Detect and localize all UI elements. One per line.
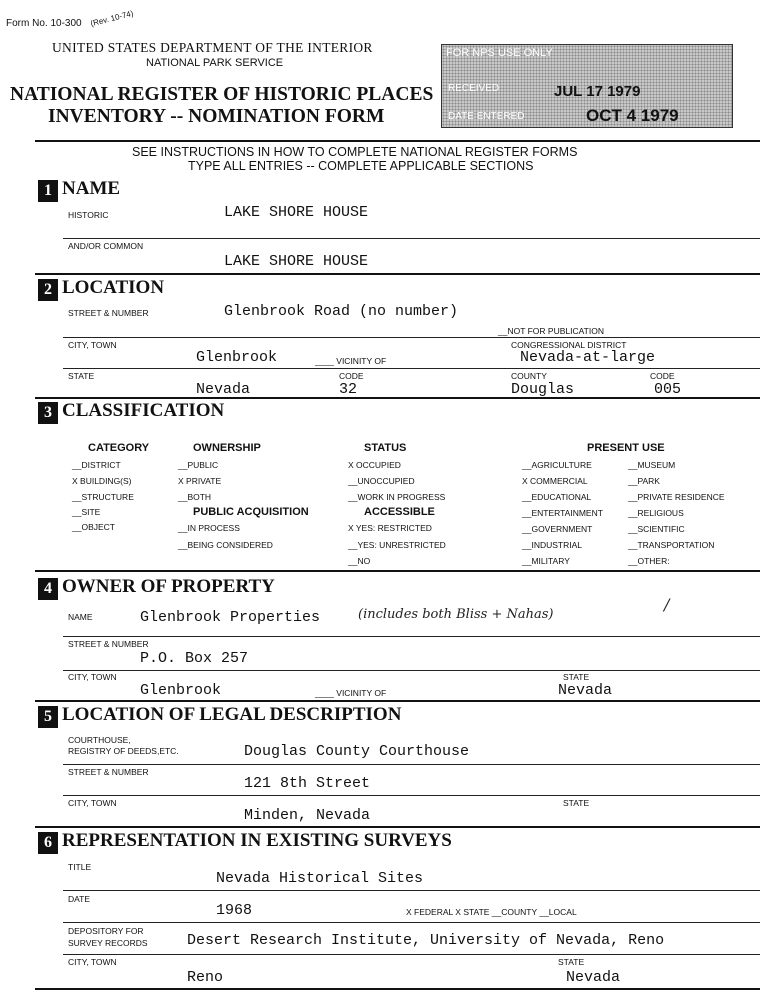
checkbox-item[interactable]: __SCIENTIFIC [628, 524, 685, 534]
checkbox-item[interactable]: __OTHER: [628, 556, 670, 566]
state-label: STATE [558, 957, 585, 967]
survey-levels[interactable]: X FEDERAL X STATE __COUNTY __LOCAL [406, 907, 577, 917]
checkbox-item[interactable]: __DISTRICT [72, 460, 121, 470]
checkbox-item[interactable]: X COMMERCIAL [522, 476, 588, 486]
field-rule [63, 922, 760, 923]
date-entered-stamp: OCT 4 1979 [586, 106, 679, 125]
owner-name-label: NAME [68, 612, 93, 622]
checkbox-item[interactable]: __PRIVATE RESIDENCE [628, 492, 725, 502]
section-title: NAME [62, 178, 121, 199]
street-value: P.O. Box 257 [140, 650, 249, 667]
county-label: COUNTY [511, 371, 547, 381]
checkbox-item[interactable]: __IN PROCESS [178, 523, 240, 533]
field-rule [63, 890, 760, 891]
section-rule [35, 826, 760, 828]
handwritten-mark: / [664, 595, 670, 614]
courthouse-value: Douglas County Courthouse [244, 743, 470, 760]
field-rule [63, 795, 760, 796]
depository-value: Desert Research Institute, University of Nevada, Reno [187, 932, 665, 949]
code-label: CODE [650, 371, 675, 381]
checkbox-item[interactable]: __MILITARY [522, 556, 570, 566]
date-label: DATE [68, 894, 91, 904]
section-number: 3 [38, 402, 58, 424]
state-code-value: 32 [339, 381, 358, 398]
received-date-stamp: JUL 17 1979 [554, 83, 641, 100]
state-label: STATE [68, 371, 95, 381]
city-value: Minden, Nevada [244, 807, 371, 824]
instructions-line2: TYPE ALL ENTRIES -- COMPLETE APPLICABLE SECTIONS [188, 159, 534, 173]
checkbox-item[interactable]: X OCCUPIED [348, 460, 401, 470]
street-value: Glenbrook Road (no number) [224, 303, 459, 320]
checkbox-item[interactable]: __YES: UNRESTRICTED [348, 540, 446, 550]
checkbox-item[interactable]: __NO [348, 556, 371, 566]
survey-title-value: Nevada Historical Sites [216, 870, 424, 887]
county-value: Douglas [511, 381, 575, 398]
form-revision: (Rev. 10-74) [89, 8, 135, 29]
historic-label: HISTORIC [68, 210, 109, 220]
congressional-label: CONGRESSIONAL DISTRICT [511, 340, 627, 350]
city-value: Glenbrook [196, 349, 278, 366]
date-value: 1968 [216, 902, 253, 919]
city-label: CITY, TOWN [68, 957, 117, 967]
checkbox-item[interactable]: __RELIGIOUS [628, 508, 684, 518]
category-heading: CATEGORY [88, 442, 150, 454]
section-rule [35, 397, 760, 399]
checkbox-item[interactable]: __STRUCTURE [72, 492, 134, 502]
form-title-line1: NATIONAL REGISTER OF HISTORIC PLACES [10, 84, 434, 105]
status-heading: STATUS [364, 442, 407, 454]
street-label: STREET & NUMBER [68, 639, 149, 649]
service-name: NATIONAL PARK SERVICE [146, 57, 284, 69]
field-rule [63, 764, 760, 765]
checkbox-item[interactable]: __INDUSTRIAL [522, 540, 582, 550]
code-label: CODE [339, 371, 364, 381]
section-title: LOCATION [62, 277, 165, 298]
survey-records-label: SURVEY RECORDS [68, 938, 148, 948]
state-label: STATE [563, 798, 590, 808]
form-number: Form No. 10-300 [6, 18, 82, 29]
city-value: Glenbrook [140, 682, 222, 699]
survey-title-label: TITLE [68, 862, 92, 872]
checkbox-item[interactable]: __UNOCCUPIED [348, 476, 415, 486]
handwritten-note: (includes both Bliss + Nahas) [358, 607, 554, 622]
city-value: Reno [187, 969, 224, 986]
checkbox-item[interactable]: __WORK IN PROGRESS [348, 492, 446, 502]
accessible-heading: ACCESSIBLE [364, 506, 435, 518]
checkbox-item[interactable]: __GOVERNMENT [522, 524, 593, 534]
received-label: RECEIVED [448, 83, 500, 94]
nps-use-label: FOR NPS USE ONLY [446, 47, 553, 59]
ownership-heading: OWNERSHIP [193, 442, 261, 454]
field-rule [63, 238, 760, 239]
present-use-heading: PRESENT USE [587, 442, 665, 454]
depository-label: DEPOSITORY FOR [68, 926, 144, 936]
county-code-value: 005 [654, 381, 682, 398]
state-label: STATE [563, 672, 590, 682]
acquisition-heading: PUBLIC ACQUISITION [193, 506, 309, 518]
state-value: Nevada [566, 969, 621, 986]
checkbox-item[interactable]: __TRANSPORTATION [628, 540, 715, 550]
section-number: 1 [38, 180, 58, 202]
state-value: Nevada [558, 682, 613, 699]
vicinity-label: ____ VICINITY OF [315, 688, 387, 698]
street-label: STREET & NUMBER [68, 308, 149, 318]
section-title: OWNER OF PROPERTY [62, 576, 275, 597]
city-label: CITY, TOWN [68, 340, 117, 350]
historic-name: LAKE SHORE HOUSE [224, 204, 369, 221]
state-value: Nevada [196, 381, 251, 398]
checkbox-item[interactable]: __SITE [72, 507, 101, 517]
instructions-line1: SEE INSTRUCTIONS IN HOW TO COMPLETE NATIONAL REGISTER FORMS [132, 145, 578, 159]
checkbox-item[interactable]: X PRIVATE [178, 476, 222, 486]
registry-label: REGISTRY OF DEEDS,ETC. [68, 746, 179, 756]
field-rule [63, 337, 760, 338]
field-rule [63, 636, 760, 637]
section-number: 5 [38, 706, 58, 728]
section-title: LOCATION OF LEGAL DESCRIPTION [62, 704, 402, 725]
section-rule [35, 700, 760, 702]
checkbox-item[interactable]: __EDUCATIONAL [522, 492, 592, 502]
checkbox-item[interactable]: __BOTH [178, 492, 212, 502]
checkbox-item[interactable]: __ENTERTAINMENT [522, 508, 603, 518]
field-rule [63, 368, 760, 369]
not-for-publication: __NOT FOR PUBLICATION [498, 326, 604, 336]
congressional-value: Nevada-at-large [520, 349, 656, 366]
section-rule [35, 988, 760, 990]
street-label: STREET & NUMBER [68, 767, 149, 777]
checkbox-item[interactable]: X YES: RESTRICTED [348, 523, 432, 533]
city-label: CITY, TOWN [68, 672, 117, 682]
section-title: CLASSIFICATION [62, 400, 225, 421]
checkbox-item[interactable]: __MUSEUM [628, 460, 676, 470]
vicinity-label: ____ VICINITY OF [315, 356, 387, 366]
checkbox-item[interactable]: __PUBLIC [178, 460, 219, 470]
field-rule [63, 670, 760, 671]
department-name: UNITED STATES DEPARTMENT OF THE INTERIOR [52, 40, 373, 55]
section-number: 4 [38, 578, 58, 600]
nps-use-box [441, 44, 733, 128]
common-label: AND/OR COMMON [68, 241, 144, 251]
common-name: LAKE SHORE HOUSE [224, 253, 369, 270]
checkbox-item[interactable]: __PARK [628, 476, 660, 486]
owner-name-value: Glenbrook Properties [140, 609, 321, 626]
date-entered-label: DATE ENTERED [448, 111, 525, 122]
city-label: CITY, TOWN [68, 798, 117, 808]
checkbox-item[interactable]: X BUILDING(S) [72, 476, 132, 486]
section-title: REPRESENTATION IN EXISTING SURVEYS [62, 830, 452, 851]
checkbox-item[interactable]: __BEING CONSIDERED [178, 540, 273, 550]
courthouse-label: COURTHOUSE, [68, 735, 131, 745]
section-rule [35, 570, 760, 572]
section-number: 6 [38, 832, 58, 854]
field-rule [63, 954, 760, 955]
form-title-line2: INVENTORY -- NOMINATION FORM [48, 106, 385, 127]
checkbox-item[interactable]: __OBJECT [72, 522, 115, 532]
street-value: 121 8th Street [244, 775, 371, 792]
header-rule [35, 140, 760, 142]
section-rule [35, 273, 760, 275]
checkbox-item[interactable]: __AGRICULTURE [522, 460, 592, 470]
section-number: 2 [38, 279, 58, 301]
